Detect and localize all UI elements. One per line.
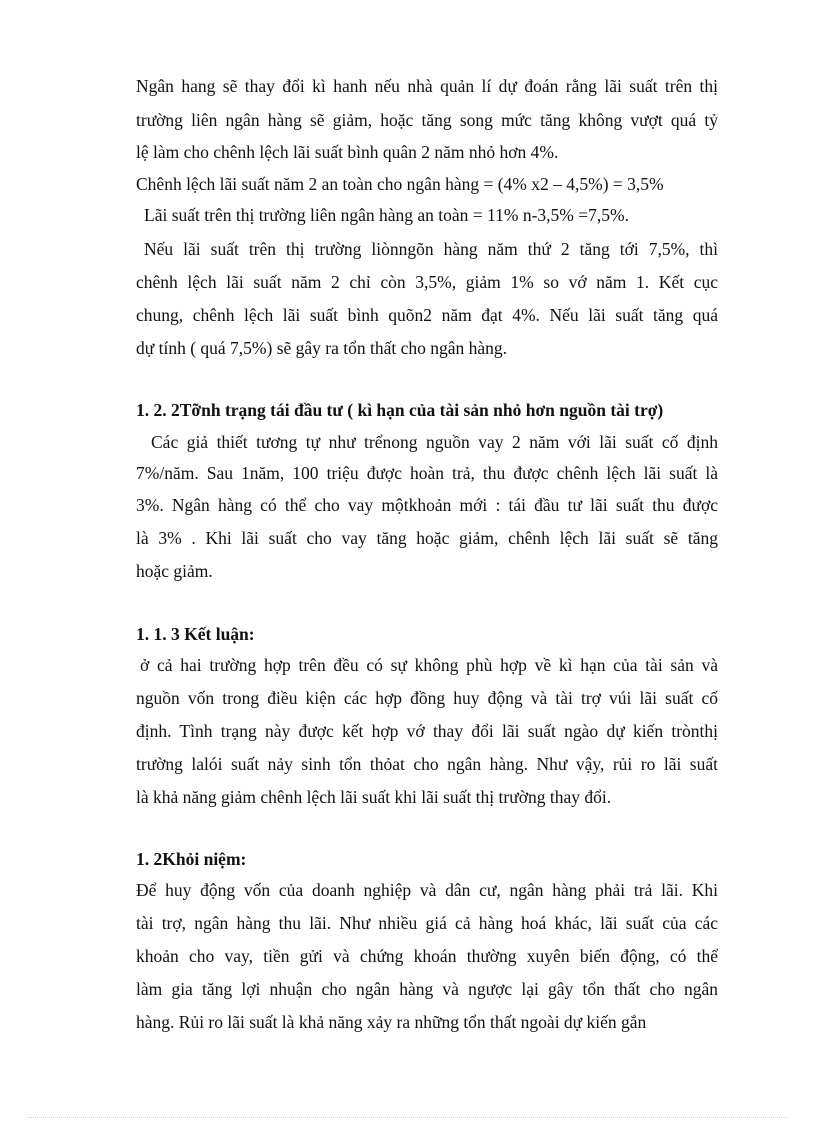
text-line: chênh lệch lãi suất năm 2 chỉ còn 3,5%, giảm 1% so vớ năm 1. Kết cục xyxy=(136,272,718,292)
text-line: ở cả hai trường hợp trên đều có sự không phù hợp về kì hạn của tài sản và xyxy=(140,655,718,675)
text-line: chung, chênh lệch lãi suất bình quõn2 năm đạt 4%. Nếu lãi suất tăng quá xyxy=(136,305,718,325)
page-bottom-divider xyxy=(28,1117,788,1118)
text-line: 3%. Ngân hàng có thể cho vay mộtkhoản mới : tái đầu tư lãi suất thu được xyxy=(136,495,718,515)
text-line: tài trợ, ngân hàng thu lãi. Như nhiều giá cả hàng hoá khác, lãi suất của các xyxy=(136,913,718,933)
text-line: nguồn vốn trong điều kiện các hợp đồng huy động và tài trợ vúi lãi suất cố xyxy=(136,688,718,708)
text-line: khoản cho vay, tiền gửi và chứng khoán thường xuyên biến động, có thể xyxy=(136,946,718,966)
section-heading: 1. 2. 2Tỡnh trạng tái đầu tư ( kì hạn của tài sản nhỏ hơn nguồn tài trợ) xyxy=(136,400,664,420)
text-line: hoặc giảm. xyxy=(136,561,213,581)
text-line: dự tính ( quá 7,5%) sẽ gây ra tổn thất cho ngân hàng. xyxy=(136,338,508,358)
text-line: làm gia tăng lợi nhuận cho ngân hàng và ngược lại gây tổn thất cho ngân xyxy=(136,979,718,999)
formula-line: Lãi suất trên thị trường liên ngân hàng an toàn = 11% n-3,5% =7,5%. xyxy=(144,205,629,225)
text-line: Các giả thiết tương tự như trểnong nguồn vay 2 năm với lãi suất cố định xyxy=(151,432,718,452)
text-line: hàng. Rủi ro lãi suất là khả năng xảy ra những tổn thất ngoài dự kiến gắn xyxy=(136,1012,647,1032)
section-heading: 1. 2Khỏi niệm: xyxy=(136,849,247,869)
text-line: lệ làm cho chênh lệch lãi suất bình quân 2 năm nhỏ hơn 4%. xyxy=(136,142,559,162)
formula-line: Chênh lệch lãi suất năm 2 an toàn cho ngân hàng = (4% x2 – 4,5%) = 3,5% xyxy=(136,174,664,194)
text-line: Để huy động vốn của doanh nghiệp và dân cư, ngân hàng phải trả lãi. Khi xyxy=(136,880,718,900)
text-line: trường lalói suất nảy sinh tổn thỏat cho ngân hàng. Như vậy, rủi ro lãi suất xyxy=(136,754,718,774)
text-line: Ngân hang sẽ thay đổi kì hanh nếu nhà quản lí dự đoán rằng lãi suất trên thị xyxy=(136,76,718,96)
text-line: là khả năng giảm chênh lệch lãi suất khi lãi suất thị trường thay đổi. xyxy=(136,787,612,807)
text-line: định. Tình trạng này được kết hợp vớ thay đổi lãi suất ngào dự kiến trònthị xyxy=(136,721,718,741)
text-line: Nếu lãi suất trên thị trường liònngõn hàng năm thứ 2 tăng tới 7,5%, thì xyxy=(144,239,718,259)
text-line: là 3% . Khi lãi suất cho vay tăng hoặc giảm, chênh lệch lãi suất sẽ tăng xyxy=(136,528,718,548)
section-heading: 1. 1. 3 Kết luận: xyxy=(136,624,255,644)
text-line: 7%/năm. Sau 1năm, 100 triệu được hoàn trả, thu được chênh lệch lãi suất là xyxy=(136,463,718,483)
text-line: trường liên ngân hàng sẽ giảm, hoặc tăng song mức tăng không vượt quá tỷ xyxy=(136,110,718,130)
